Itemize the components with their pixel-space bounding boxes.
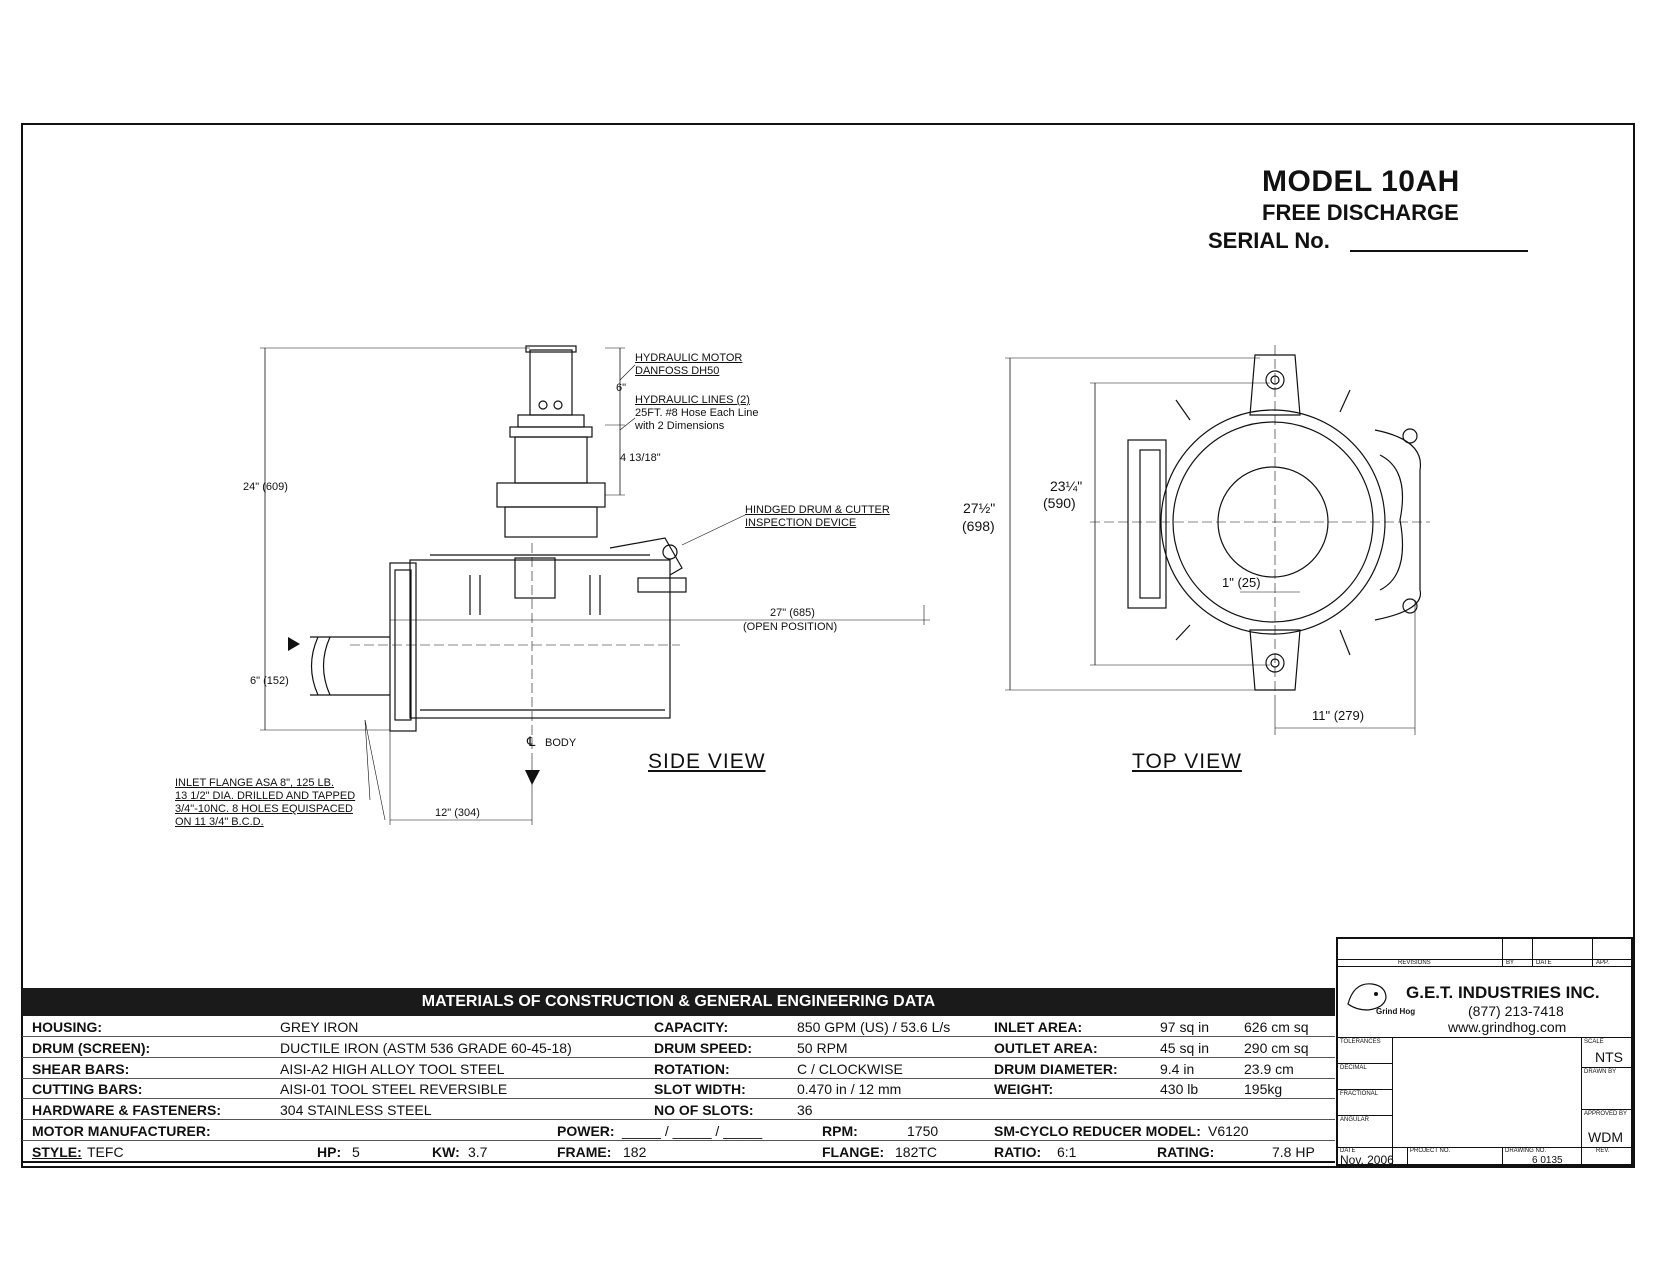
motor-callout-line1: HYDRAULIC MOTOR [635,352,743,364]
dim-12-inch: 12" (304) [435,807,480,819]
dim-590-mm: (590) [1043,495,1076,511]
rev-label: REV. [1596,1148,1610,1154]
company-phone: (877) 213-7418 [1468,1003,1564,1019]
project-label: PROJECT NO. [1410,1148,1451,1154]
hydraulic-motor-body [530,350,572,415]
app-label: APP. [1596,960,1609,966]
fractional-label: FRACTIONAL [1340,1091,1379,1097]
angular-label: ANGULAR [1340,1117,1370,1123]
power-blank: _____ / _____ / _____ [622,1123,763,1139]
flange-label: FLANGE: [822,1144,885,1160]
materials-cell-k1: HOUSING: [32,1019,102,1035]
hp-value: 5 [352,1144,360,1160]
materials-cell-v3b: 626 cm sq [1244,1019,1309,1035]
approved-value: WDM [1588,1129,1623,1145]
materials-cell-v3b: 290 cm sq [1244,1039,1309,1056]
hinge-callout-line1: HINDGED DRUM & CUTTER [745,504,890,516]
model-title: MODEL 10AH [1262,165,1460,198]
materials-cell-v2: C / CLOCKWISE [797,1060,903,1077]
materials-cell-k1: DRUM (SCREEN): [32,1039,151,1056]
company-name: G.E.T. INDUSTRIES INC. [1406,983,1600,1002]
ratio-label: RATIO: [994,1144,1042,1160]
motor-callout-line2: DANFOSS DH50 [635,365,720,377]
rating-label: RATING: [1157,1144,1215,1160]
logo-text: Grind Hog [1376,1007,1416,1016]
materials-cell-k2: NO OF SLOTS: [654,1102,754,1119]
inlet-callout-line2: 13 1/2" DIA. DRILLED AND TAPPED [175,790,356,802]
hp-label: HP: [317,1144,342,1160]
inlet-callout-line1: INLET FLANGE ASA 8", 125 LB. [175,777,335,789]
centerline-symbol: ℄ [527,734,536,749]
tolerances-label: TOLERANCES [1340,1039,1381,1045]
approved-by-label: APPROVED BY [1584,1111,1628,1117]
materials-cell-k2: SLOT WIDTH: [654,1081,746,1098]
rpm-value: 1750 [907,1123,939,1139]
dim-698-mm: (698) [962,518,995,534]
decimal-label: DECIMAL [1340,1065,1367,1071]
materials-cell-v2: 850 GPM (US) / 53.6 L/s [797,1019,951,1035]
title-block [1336,937,1633,1166]
dim-6-152: 6" (152) [250,675,289,687]
materials-cell-k3: INLET AREA: [994,1019,1083,1035]
drawing-no-label: DRAWING NO. [1505,1148,1547,1154]
body-centerline-arrow [525,770,540,785]
dim-27-5-inch: 27½" [963,500,996,516]
dim-6-inch: 6" [616,382,627,394]
materials-cell-v3b: 23.9 cm [1244,1060,1294,1077]
materials-cell-k3: OUTLET AREA: [994,1039,1098,1056]
dim-27-inch: 27" (685) [770,607,815,619]
inlet-flow-arrow [288,637,300,651]
materials-cell-v3a: 9.4 in [1160,1060,1195,1077]
materials-cell-v3a: 97 sq in [1160,1019,1210,1035]
inlet-callout-line3: 3/4"-10NC. 8 HOLES EQUISPACED [175,803,353,815]
materials-cell-v2: 0.470 in / 12 mm [797,1081,902,1098]
reducer-value: V6120 [1208,1123,1249,1139]
pipe-break [312,637,331,695]
by-label: BY [1506,960,1515,966]
top-view-label: TOP VIEW [1132,750,1242,773]
materials-cell-v3a: 430 lb [1160,1081,1199,1098]
materials-cell-v3b: 195kg [1244,1081,1283,1098]
side-view-drawing [260,346,930,825]
style-value: TEFC [87,1144,124,1160]
frame-label: FRAME: [557,1144,612,1160]
materials-header: MATERIALS OF CONSTRUCTION & GENERAL ENGINEERING DATA [22,988,1335,1016]
materials-cell-v3a: 45 sq in [1160,1039,1210,1056]
materials-cell-v1: GREY IRON [280,1019,359,1035]
scale-label: SCALE [1584,1039,1604,1045]
open-position-label: (OPEN POSITION) [743,621,838,633]
scale-value: NTS [1595,1049,1623,1065]
power-label: POWER: [557,1123,615,1139]
revisions-label: REVISIONS [1398,960,1431,966]
materials-cell-v2: 36 [797,1102,813,1119]
kw-value: 3.7 [468,1144,488,1160]
company-web: www.grindhog.com [1448,1019,1567,1035]
motor-manufacturer-label: MOTOR MANUFACTURER: [32,1123,211,1139]
materials-cell-v2: 50 RPM [797,1039,848,1056]
flange-value: 182TC [895,1144,938,1160]
lines-callout-line2: 25FT. #8 Hose Each Line [635,407,759,419]
lines-callout-line3: with 2 Dimensions [635,420,725,432]
model-subtitle: FREE DISCHARGE [1262,200,1459,225]
rpm-label: RPM: [822,1123,858,1139]
style-label: STYLE: [32,1144,82,1160]
materials-cell-k1: HARDWARE & FASTENERS: [32,1102,222,1119]
dim-11-inch: 11" (279) [1312,708,1365,723]
materials-cell-k1: CUTTING BARS: [32,1081,143,1098]
materials-cell-k2: ROTATION: [654,1060,730,1077]
materials-row [22,1099,1335,1120]
materials-cell-k3: WEIGHT: [994,1081,1054,1098]
materials-cell-k2: CAPACITY: [654,1019,729,1035]
hinge-callout-line2: INSPECTION DEVICE [745,517,857,529]
inlet-callout-line4: ON 11 3/4" B.C.D. [175,816,264,828]
date-value: Nov. 2006 [1340,1153,1394,1167]
materials-cell-v1: AISI-A2 HIGH ALLOY TOOL STEEL [280,1060,505,1077]
body-label: BODY [545,737,577,749]
materials-row [22,1058,1335,1079]
style-row [22,1141,1335,1163]
frame-value: 182 [623,1144,647,1160]
grinder-housing [410,560,670,718]
motor-row [22,1120,1335,1141]
ratio-value: 6:1 [1057,1144,1077,1160]
dim-1-inch: 1" (25) [1222,575,1261,590]
materials-cell-v1: DUCTILE IRON (ASTM 536 GRADE 60-45-18) [280,1039,572,1056]
date-col-label: DATE [1536,960,1552,966]
dim-24-inch: 24" (609) [243,481,288,493]
drawn-by-label: DRAWN BY [1584,1069,1617,1075]
materials-row [22,1037,1335,1058]
dim-4-13-18: 4 13/18" [620,452,661,464]
date-label: DATE [1340,1148,1356,1154]
rating-value: 7.8 HP [1272,1144,1315,1160]
materials-cell-v1: AISI-01 TOOL STEEL REVERSIBLE [280,1081,508,1098]
top-view-drawing [1005,345,1430,735]
serial-label: SERIAL No. [1208,228,1330,253]
materials-cell-k1: SHEAR BARS: [32,1060,130,1077]
drawing-no-value: 6 0135 [1532,1155,1563,1166]
materials-row [22,1078,1335,1099]
kw-label: KW: [432,1144,460,1160]
lines-callout-line1: HYDRAULIC LINES (2) [635,394,750,406]
materials-row [22,1016,1335,1037]
reducer-label: SM-CYCLO REDUCER MODEL: [994,1123,1201,1139]
materials-cell-k3: DRUM DIAMETER: [994,1060,1118,1077]
dim-23-25-inch: 23¼" [1050,478,1083,494]
materials-cell-k2: DRUM SPEED: [654,1039,753,1056]
side-view-label: SIDE VIEW [648,750,766,773]
materials-cell-v1: 304 STAINLESS STEEL [280,1102,432,1119]
